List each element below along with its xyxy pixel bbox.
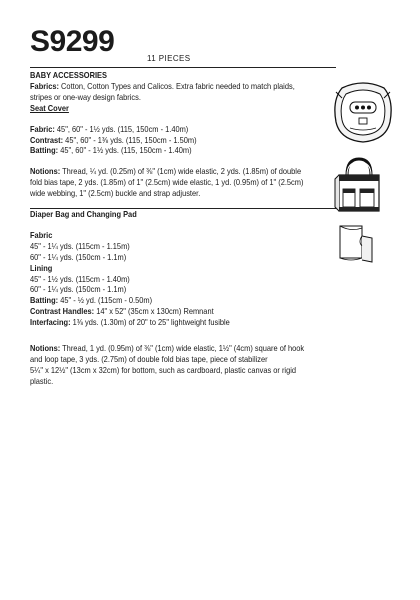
changing-pad-illustration bbox=[336, 222, 376, 264]
row-label: Batting: bbox=[30, 146, 59, 156]
diaper-bag-rule bbox=[30, 208, 336, 209]
pieces-count: 11 PIECES bbox=[147, 54, 191, 63]
row-text: 1⅜ yds. (1.30m) of 20" to 25" lightweight fusible bbox=[70, 318, 230, 328]
row-text: 45" - ½ yd. (115cm - 0.50m) bbox=[58, 296, 153, 306]
notions-line: 5¼" x 12½" (13cm x 32cm) for bottom, such as cardboard, plastic canvas or rigid bbox=[30, 365, 297, 375]
fabric-line: 45" - 1¼ yds. (115cm - 1.15m) bbox=[30, 241, 130, 251]
row-text: 45", 60" - 1½ yds. (115, 150cm - 1.40m) bbox=[54, 124, 189, 134]
row-text: 14" x 52" (35cm x 130cm) Remnant bbox=[94, 307, 214, 317]
row-label: Contrast: bbox=[30, 135, 64, 145]
seat-cover-row bbox=[30, 136, 306, 147]
pattern-number: S9299 bbox=[30, 25, 115, 58]
row-text: 45", 60" - 1½ yds. (115, 150cm - 1.40m) bbox=[58, 146, 192, 156]
batting-row bbox=[30, 296, 306, 307]
fabric-label: Fabric bbox=[30, 230, 53, 240]
seat-cover-row bbox=[30, 125, 306, 136]
interfacing-row bbox=[30, 318, 306, 329]
seat-cover-illustration bbox=[330, 80, 396, 146]
section-title: BABY ACCESSORIES bbox=[30, 71, 107, 80]
lining-label: Lining bbox=[30, 263, 53, 273]
notions-line: plastic. bbox=[30, 376, 54, 386]
fabric-line: 60" - 1¼ yds. (150cm - 1.1m) bbox=[30, 252, 127, 262]
row-label: Interfacing: bbox=[30, 318, 71, 328]
notions-line: wide webbing, 1" (2.5cm) buckle and strap adjuster. bbox=[30, 189, 201, 199]
notions-label: Notions: bbox=[30, 344, 61, 354]
fabrics-info bbox=[30, 82, 306, 104]
handles-row bbox=[30, 307, 306, 318]
diaper-bag-heading: Diaper Bag and Changing Pad bbox=[30, 210, 137, 219]
fabrics-line: Cotton, Cotton Types and Calicos. Extra fabric needed to match plaids, bbox=[61, 81, 295, 91]
seat-cover-row bbox=[30, 146, 306, 157]
notions-line: fold bias tape, 2 yds. (1.85m) of 1" (2.5cm) wide elastic, 1 yd. (0.95m) of 1" (2.5cm) bbox=[30, 178, 304, 188]
lining-line: 45" - 1½ yds. (115cm - 1.40m) bbox=[30, 274, 130, 284]
row-label: Fabric: bbox=[30, 124, 55, 134]
lining-line: 60" - 1¼ yds. (150cm - 1.1m) bbox=[30, 285, 127, 295]
diaper-bag-illustration bbox=[333, 157, 385, 215]
row-text: 45", 60" - 1⅜ yds. (115, 150cm - 1.50m) bbox=[63, 135, 197, 145]
notions-line: Thread, 1 yd. (0.95m) of ⅜" (1cm) wide elastic, 1½" (4cm) square of hook bbox=[60, 344, 305, 354]
fabrics-label: Fabrics: bbox=[30, 81, 59, 91]
notions-line: Thread, ¼ yd. (0.25m) of ⅜" (1cm) wide elastic, 2 yds. (1.85m) of double bbox=[60, 167, 302, 177]
notions-line: and loop tape, 3 yds. (2.75m) of double fold bias tape, piece of stabilizer bbox=[30, 354, 268, 364]
seat-cover-notions bbox=[30, 167, 330, 200]
row-label: Contrast Handles: bbox=[30, 307, 95, 317]
notions-label: Notions: bbox=[30, 167, 61, 177]
header-rule bbox=[30, 67, 336, 68]
row-label: Batting: bbox=[30, 296, 59, 306]
fabrics-line: stripes or one-way design fabrics. bbox=[30, 92, 141, 102]
seat-cover-heading: Seat Cover bbox=[30, 103, 69, 113]
diaper-bag-text bbox=[30, 210, 306, 388]
diaper-bag-notions bbox=[30, 344, 330, 388]
pattern-text bbox=[30, 71, 306, 200]
